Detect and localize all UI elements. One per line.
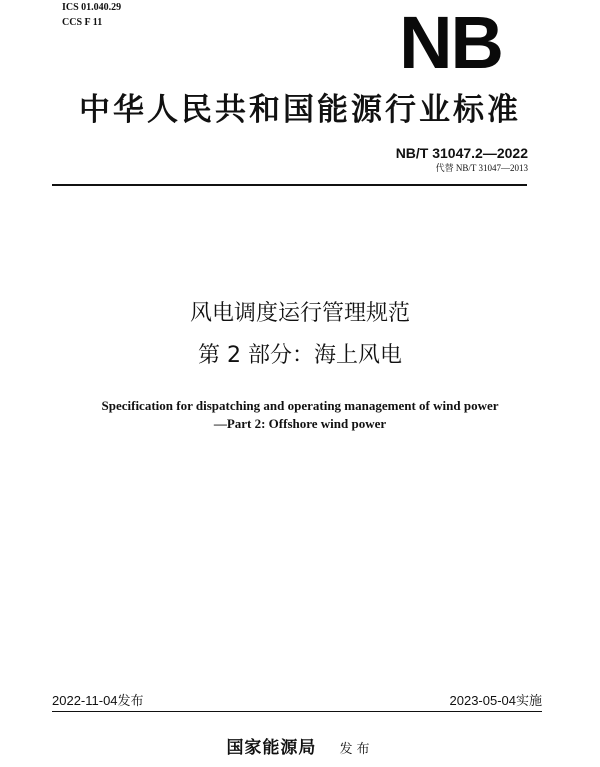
chinese-title-line-2: 第 2 部分：海上风电: [198, 343, 402, 368]
ccs-code: CCS F 11: [62, 17, 103, 28]
replaces-standard: 代替 NB/T 31047—2013: [435, 163, 528, 173]
ics-code: ICS 01.040.29: [62, 2, 122, 13]
footer-divider: [52, 711, 542, 712]
nb-logo: NB: [399, 1, 502, 84]
implementation-date: 2023-05-04实施: [449, 693, 542, 708]
english-title-line-1: Specification for dispatching and operating management of wind power: [101, 398, 499, 413]
publish-label: 发布: [339, 742, 374, 757]
standard-category-title: 中华人民共和国能源行业标准: [79, 92, 521, 128]
header-divider: [52, 184, 527, 186]
chinese-title-line-1: 风电调度运行管理规范: [189, 301, 410, 326]
standard-number: NB/T 31047.2—2022: [395, 145, 528, 161]
english-title-line-2: —Part 2: Offshore wind power: [213, 416, 387, 431]
publisher-line: [0, 738, 600, 760]
publisher-name: 国家能源局: [226, 738, 317, 758]
issue-date: 2022-11-04发布: [52, 693, 144, 708]
